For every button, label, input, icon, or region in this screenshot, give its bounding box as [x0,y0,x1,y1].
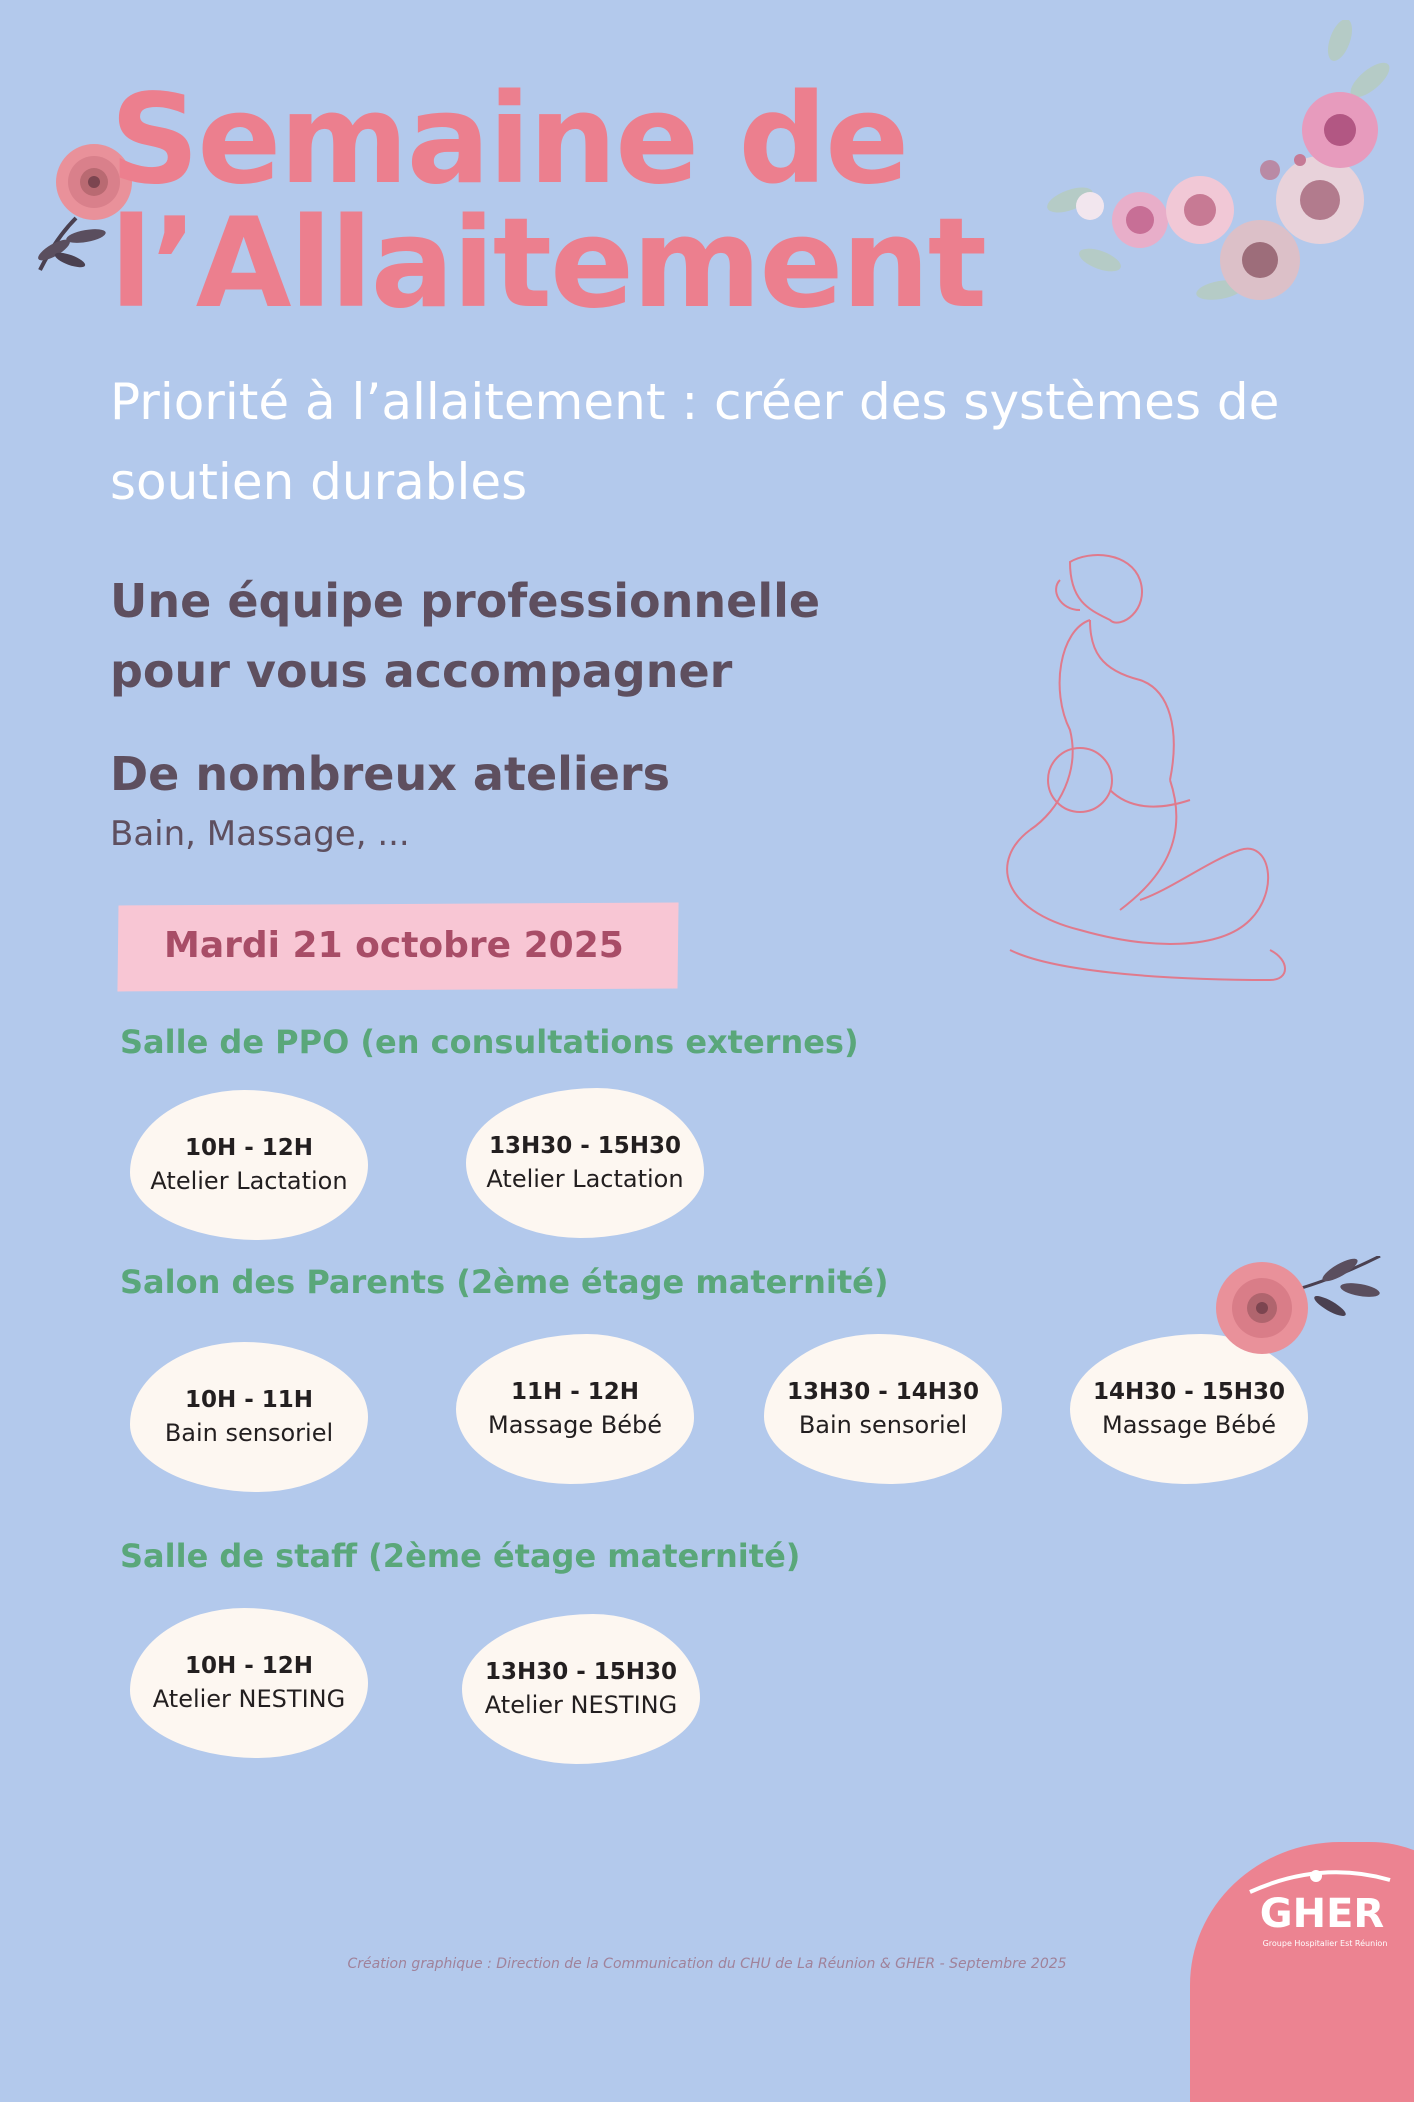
slot-name: Bain sensoriel [164,1419,334,1447]
event-date: Mardi 21 octobre 2025 [164,925,624,966]
team-line-2: pour vous accompagner [110,644,733,698]
section-heading-salon-parents: Salon des Parents (2ème étage maternité) [120,1263,889,1301]
slot-time: 13H30 - 15H30 [484,1659,678,1685]
breastfeeding-illustration [990,550,1310,990]
subtitle: Priorité à l’allaitement : créer des systèmes de soutien durables [110,373,1280,511]
slot-time: 13H30 - 14H30 [786,1379,980,1405]
schedule-slot [764,1334,1002,1484]
slot-time: 10H - 11H [184,1387,314,1413]
schedule-slot [130,1090,368,1240]
schedule-slot [130,1608,368,1758]
gher-logo-subtitle: Groupe Hospitalier Est Réunion [1262,1939,1388,1948]
slot-time: 10H - 12H [184,1135,314,1161]
slot-name: Bain sensoriel [798,1411,968,1439]
section-heading-staff: Salle de staff (2ème étage maternité) [120,1537,801,1575]
page-title [110,68,985,336]
ateliers-heading: De nombreux ateliers [110,747,670,801]
slot-name: Atelier NESTING [484,1691,678,1719]
slot-name: Massage Bébé [1102,1411,1276,1439]
slot-time: 10H - 12H [184,1653,314,1679]
slot-name: Atelier NESTING [152,1685,346,1713]
slot-name: Atelier Lactation [486,1165,684,1193]
schedule-slot [466,1088,704,1238]
schedule-slot [130,1342,368,1492]
ateliers-subheading: Bain, Massage, ... [110,814,410,854]
section-heading-ppo: Salle de PPO (en consultations externes) [120,1023,859,1061]
team-heading [110,566,870,706]
slot-name: Massage Bébé [488,1411,662,1439]
slot-time: 14H30 - 15H30 [1092,1379,1286,1405]
slot-time: 13H30 - 15H30 [488,1133,682,1159]
floral-bouquet-icon [1040,20,1400,330]
slot-time: 11H - 12H [510,1379,640,1405]
title-line-1: Semaine de [110,68,908,212]
schedule-slot [462,1614,700,1764]
slot-name: Atelier Lactation [150,1167,348,1195]
rose-branch-icon [1210,1256,1390,1366]
gher-logo: GHER [1259,1891,1385,1937]
title-line-2: l’Allaitement [110,192,985,336]
schedule-slot [456,1334,694,1484]
team-line-1: Une équipe professionnelle [110,574,821,628]
footer-credit: Création graphique : Direction de la Communication du CHU de La Réunion & GHER - Septembre 2025 [347,1956,1067,1972]
